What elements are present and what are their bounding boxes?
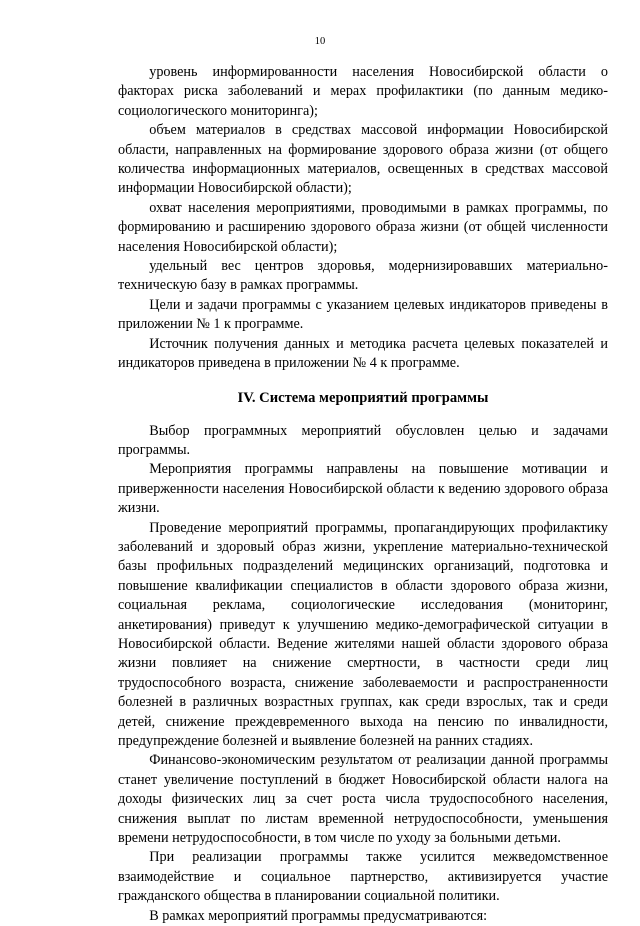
- document-body: [118, 63, 608, 926]
- paragraph: Проведение мероприятий программы, пропагандирующих профилактику заболеваний и здоровый образ жизни, укрепление материально-технической базы профильных подразделений медицинских организаций, подготовка и повышение квалификации специалистов в области здорового образа жизни, социальная реклама, социологические исследования (мониторинг, анкетирования) приведут к улучшению медико-демографической ситуации в Новосибирской области. Ведение жителями нашей области здорового образа жизни повлияет на снижение смертности, в частности среди лиц трудоспособного возраста, снижение заболеваемости и распространенности болезней в различных возрастных группах, как среди взрослых, так и среди детей, снижение преждевременного выхода на пенсию по инвалидности, предупреждение болезней и выявление болезней на ранних стадиях.: [118, 519, 608, 749]
- paragraph: В рамках мероприятий программы предусматриваются:: [149, 907, 488, 924]
- paragraph: Цели и задачи программы с указанием целевых индикаторов приведены в приложении № 1 к программе.: [118, 296, 608, 333]
- paragraph: охват населения мероприятиями, проводимыми в рамках программы, по формированию и расширению здорового образа жизни (от общей численности населения Новосибирской области);: [118, 199, 608, 255]
- paragraph: Финансово-экономическим результатом от реализации данной программы станет увеличение поступлений в бюджет Новосибирской области налога на доходы физических лиц за счет роста числа трудоспособного населения, снижения выплат по листам временной нетрудоспособности, уменьшения времени нетрудоспособности, в том числе по уходу за больными детьми.: [118, 752, 608, 847]
- paragraph: уровень информированности населения Новосибирской области о факторах риска заболеваний и мерах профилактики (по данным медико-социологического мониторинга);: [118, 64, 608, 119]
- paragraph: Мероприятия программы направлены на повышение мотивации и приверженности населения Новосибирской области к ведению здорового образа жизни.: [118, 461, 608, 517]
- paragraph: объем материалов в средствах массовой информации Новосибирской области, направленных на формирование здорового образа жизни (от общего количества информационных материалов, освещенных в средствах массовой информации Новосибирской области);: [118, 122, 608, 197]
- page-number: 10: [314, 36, 326, 47]
- paragraph: Источник получения данных и методика расчета целевых показателей и индикаторов приведена в приложении № 4 к программе.: [118, 335, 608, 372]
- paragraph: При реализации программы также усилится межведомственное взаимодействие и социальное партнерство, активизируется участие гражданского общества в планировании социальной политики.: [118, 849, 608, 905]
- paragraph: Выбор программных мероприятий обусловлен целью и задачами программы.: [118, 422, 608, 458]
- paragraph: удельный вес центров здоровья, модернизировавших материально-техническую базу в рамках программы.: [118, 258, 608, 294]
- section-heading: IV. Система мероприятий программы: [237, 389, 489, 406]
